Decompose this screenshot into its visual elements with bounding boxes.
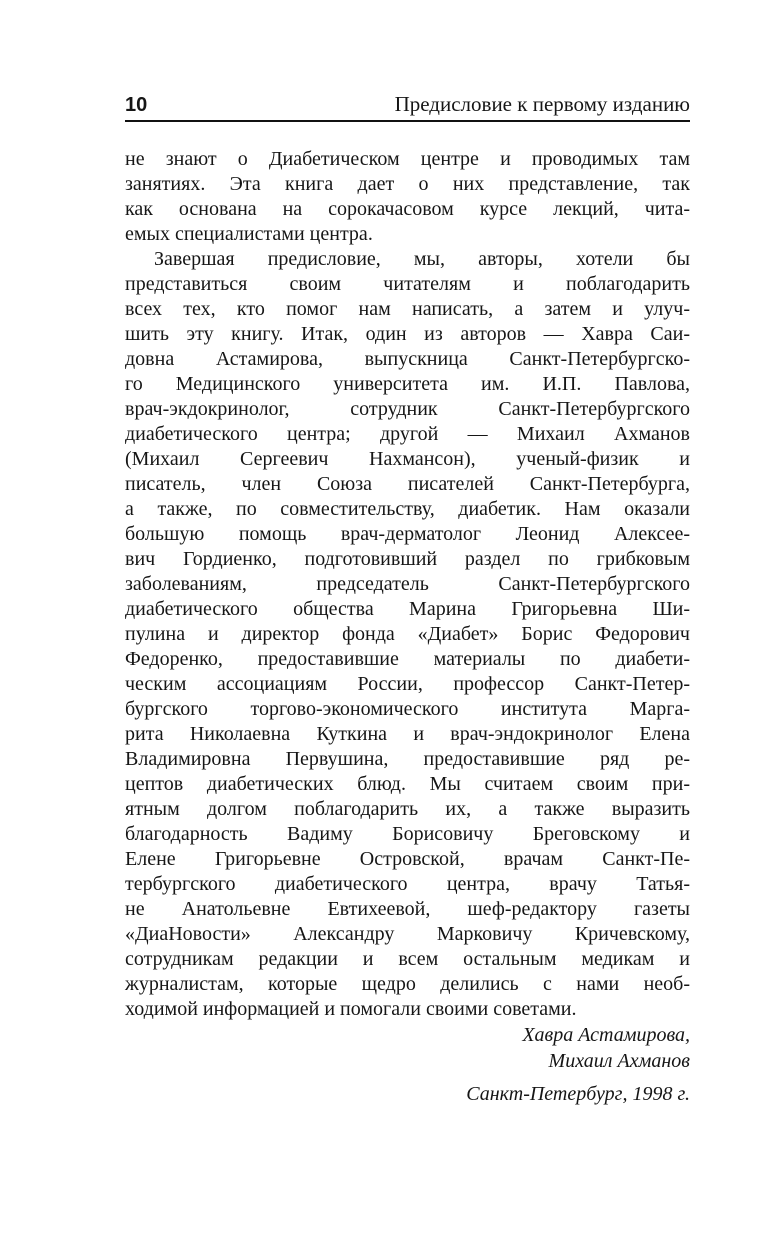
text-line: Федоренко, предоставившие материалы по диабети- <box>125 648 690 670</box>
text-line: Завершая предисловие, мы, авторы, хотели бы <box>154 248 690 270</box>
paragraph <box>125 147 690 247</box>
text-line: а также, по совместительству, диабетик. Нам оказали <box>125 498 690 520</box>
text-line: рита Николаевна Куткина и врач-эндокринолог Елена <box>125 723 690 745</box>
header-rule <box>125 120 690 122</box>
text-line: Елене Григорьевне Островской, врачам Санкт-Пе- <box>125 848 690 870</box>
signature-author: Михаил Ахманов <box>548 1050 690 1072</box>
paragraph <box>125 247 690 1022</box>
text-line: пулина и директор фонда «Диабет» Борис Федорович <box>125 623 690 645</box>
text-line: (Михаил Сергеевич Нахмансон), ученый-физик и <box>125 448 690 470</box>
text-line: тербургского диабетического центра, врачу Татья- <box>125 873 690 895</box>
text-line: сотрудникам редакции и всем остальным медикам и <box>125 948 690 970</box>
text-line: диабетического центра; другой — Михаил Ахманов <box>125 423 690 445</box>
text-line: ходимой информацией и помогали своими советами. <box>125 998 577 1020</box>
text-line: ческим ассоциациям России, профессор Санкт-Петер- <box>125 673 690 695</box>
page-content <box>125 0 690 1107</box>
text-line: не знают о Диабетическом центре и проводимых там <box>125 148 690 170</box>
running-title: Предисловие к первому изданию <box>394 92 690 116</box>
signature-block <box>125 1022 690 1107</box>
text-line: емых специалистами центра. <box>125 223 373 245</box>
text-line: большую помощь врач-дерматолог Леонид Алексее- <box>125 523 690 545</box>
text-line: ятным долгом поблагодарить их, а также выразить <box>125 798 690 820</box>
signature-place-date: Санкт-Петербург, 1998 г. <box>466 1083 690 1105</box>
text-line: представиться своим читателям и поблагодарить <box>125 273 690 295</box>
text-line: довна Астамирова, выпускница Санкт-Петербургско- <box>125 348 690 370</box>
text-line: шить эту книгу. Итак, один из авторов — Хавра Саи- <box>125 323 690 345</box>
text-line: цептов диабетических блюд. Мы считаем своим при- <box>125 773 690 795</box>
text-line: го Медицинского университета им. И.П. Павлова, <box>125 373 690 395</box>
text-line: врач-экдокринолог, сотрудник Санкт-Петербургского <box>125 398 690 420</box>
text-line: «ДиаНовости» Александру Марковичу Кричевскому, <box>125 923 690 945</box>
text-line: Владимировна Первушина, предоставившие ряд ре- <box>125 748 690 770</box>
text-line: занятиях. Эта книга дает о них представление, так <box>125 173 690 195</box>
text-line: писатель, член Союза писателей Санкт-Петербурга, <box>125 473 690 495</box>
text-line: всех тех, кто помог нам написать, а затем и улуч- <box>125 298 690 320</box>
text-line: не Анатольевне Евтихеевой, шеф-редактору газеты <box>125 898 690 920</box>
page-body <box>125 147 690 1022</box>
page-number: 10 <box>125 94 148 116</box>
text-line: благодарность Вадиму Борисовичу Бреговскому и <box>125 823 690 845</box>
text-line: журналистам, которые щедро делились с нами необ- <box>125 973 690 995</box>
text-line: как основана на сорокачасовом курсе лекций, чита- <box>125 198 690 220</box>
text-line: вич Гордиенко, подготовивший раздел по грибковым <box>125 548 690 570</box>
text-line: бургского торгово-экономического института Марга- <box>125 698 690 720</box>
page-header <box>125 0 690 118</box>
text-line: диабетического общества Марина Григорьевна Ши- <box>125 598 690 620</box>
signature-author: Хавра Астамирова, <box>522 1024 690 1046</box>
text-line: заболеваниям, председатель Санкт-Петербургского <box>125 573 690 595</box>
